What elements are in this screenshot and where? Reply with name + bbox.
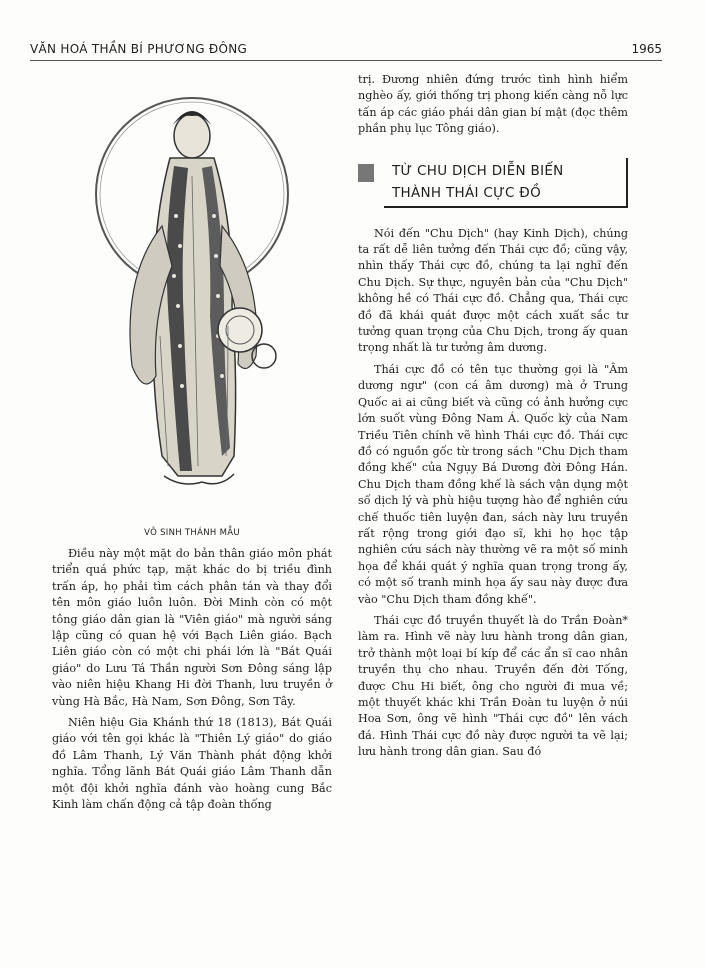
section-title [392,160,564,204]
left-paragraph-1: Điều này một mặt do bản thân giáo môn phát triển quá phức tạp, mặt khác do bị triều đình trấn áp, họ phải tìm cách phân tán và thay đổi tên môn giáo luôn luôn. Đời Minh còn có một tông giáo dân gian là "Viên giáo" mà người sáng lập cũng có quan hệ với Bạch Liên giáo. Bạch Liên giáo còn có một chi phái lớn là "Bát Quái giáo" do Lưu Tá Thần người Sơn Đông sáng lập vào niên hiệu Khang Hi đời Thanh, lưu truyền ở vùng Hà Bắc, Hà Nam, Sơn Đông, Sơn Tây. [52,547,332,708]
deity-illustration [52,76,332,516]
left-text [52,546,332,814]
right-paragraph-3: Thái cực đồ truyền thuyết là do Trần Đoàn* làm ra. Hình vẽ này lưu hành trong dân gian, trở thành một loại bí kíp để các ẩn sĩ cao nhân truyền thụ cho nhau. Truyền đến đời Tống, được Chu Hi biết, ông cho người đi mua về; một thuyết khác khi Trần Đoàn tu luyện ở núi Hoa Sơn, ông vẽ hình "Thái cực đồ" lên vách đá. Hình Thái cực đồ này được người ta vẽ lại; lưu hành trong dân gian. Sau đó [358,613,628,759]
right-column [358,72,628,761]
page-number: 1965 [631,42,662,56]
section-title-line-1: TỪ CHU DỊCH DIỄN BIẾN [392,162,564,179]
running-header [30,42,662,61]
book-title: VĂN HOÁ THẦN BÍ PHƯƠNG ĐÔNG [30,42,248,56]
section-marker [358,164,374,182]
right-paragraph-2: Thái cực đồ có tên tục thường gọi là "Âm dương ngư" (con cá âm dương) mà ở Trung Quốc ai ai cũng biết và cũng có ảnh hưởng cực lớn suốt vùng Đông Nam Á. Quốc kỳ của Nam Triều Tiên chính vẽ hình Thái cực đồ. Thái cực đồ có nguồn gốc từ trong sách "Chu Dịch tham đồng khế" của Ngụy Bá Dương đời Đông Hán. Chu Dịch tham đồng khế là sách vận dụng một số dịch lý và phù hiệu tượng hào để nghiên cứu chế thuốc tiên luyện đan, sách này lưu truyền rất rộng trong giới đạo sĩ, khi họ học tập nghiên cứu sách này thường vẽ ra một số minh họa để khái quát ý nghĩa quan trọng trong ấy, có một số tranh minh họa ấy sau này được đưa vào "Chu Dịch tham đồng khế". [358,362,628,606]
right-paragraph-1: Nói đến "Chu Dịch" (hay Kinh Dịch), chúng ta rất dễ liên tưởng đến Thái cực đồ; cũng vậy, nhìn thấy Thái cực đồ, chúng ta lại nghĩ đến Chu Dịch. Sự thực, nguyên bản của "Chu Dịch" không hề có Thái cực đồ. Chẳng qua, Thái cực đồ đã khái quát được một cách xuất sắc tư tưởng quan trọng của Chu Dịch, trong ấy quan trọng nhất là tư tưởng âm dương. [358,226,628,355]
section-heading [358,158,628,208]
left-column [52,76,332,814]
right-intro-paragraph: trị. Đương nhiên đứng trước tình hình hiểm nghèo ấy, giới thống trị phong kiến càng nỗ lực tấn áp các giáo phái dân gian bí mật (đọc thêm phần phụ lục Tông giáo). [358,73,628,136]
section-title-box [384,158,628,208]
section-title-line-2: THÀNH THÁI CỰC ĐỒ [392,184,541,201]
figure-illustration [52,76,332,538]
left-paragraph-2: Niên hiệu Gia Khánh thứ 18 (1813), Bát Quái giáo với tên gọi khác là "Thiên Lý giáo" do giáo đồ Lâm Thanh, Lý Văn Thành phát động khởi nghĩa. Tổng lãnh Bát Quái giáo Lâm Thanh dẫn một đội khởi nghĩa đánh vào hoàng cung Bắc Kinh làm chấn động cả tập đoàn thống [52,716,332,812]
figure-caption: VÔ SINH THÁNH MẪU [144,528,240,538]
